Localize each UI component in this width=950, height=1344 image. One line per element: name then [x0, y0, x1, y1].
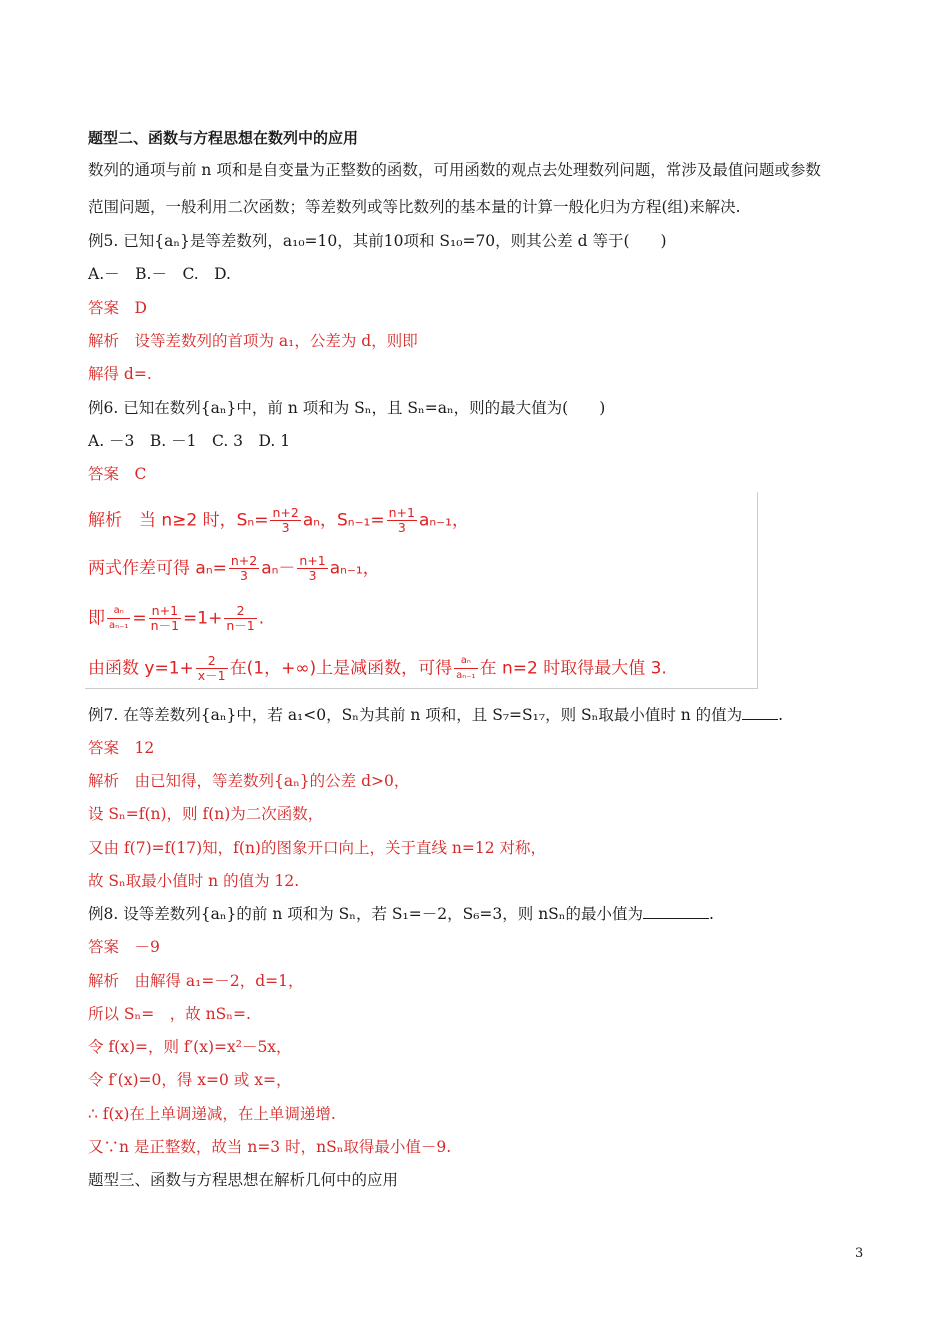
solution-line-3: 即 $\frac{\text{aₙ}}{\text{aₙ₋₁}}$ = $\frac{n+1}{n-1}$ =1+ $\frac{2}{n-1}$ .: [88, 603, 265, 633]
answer-blank: [643, 904, 709, 919]
example-8-question: 例8. 设等差数列{aₙ}的前 n 项和为 Sₙ，若 S₁=－2，S₆=3，则 nSₙ的最小值为 .: [88, 905, 714, 923]
intro-line-2: 范围问题，一般利用二次函数；等差数列或等比数列的基本量的计算一般化归为方程(组)来解决.: [88, 198, 741, 216]
example-5-question: 例5. 已知{aₙ}是等差数列，a₁₀=10，其前10项和 S₁₀=70，则其公差 d 等于( ): [88, 232, 667, 250]
example-7-analysis-4: 故 Sₙ取最小值时 n 的值为 12.: [88, 872, 300, 890]
solution-line-1: 解析 当 n≥2 时，Sₙ= $\frac{n+2}{3}$ aₙ，Sₙ₋₁= $\frac{n+1}{3}$ aₙ₋₁，: [88, 505, 469, 535]
section-heading: 题型二、函数与方程思想在数列中的应用: [88, 129, 359, 147]
example-8-analysis-3: 令 f(x)=，则 f′(x)=x²－5x，: [88, 1038, 292, 1056]
example-8-analysis-2: 所以 Sₙ= ，故 nSₙ=.: [88, 1005, 251, 1023]
page-number: 3: [855, 1246, 864, 1261]
solution-line-4: 由函数 y=1+ $\frac{2}{x-1}$ 在(1，+∞)上是减函数，可得 $\frac{\text{aₙ}}{\text{aₙ₋₁}}$ 在 n=2 时取得最大值 3.: [88, 653, 667, 683]
example-5-answer: 答案 D: [88, 299, 147, 317]
example-5-options: A.－ B.－ C. D.: [88, 265, 231, 283]
intro-line-1: 数列的通项与前 n 项和是自变量为正整数的函数，可用函数的观点去处理数列问题，常涉及最值问题或参数: [88, 161, 821, 179]
solution-line-2: 两式作差可得 aₙ= $\frac{n+2}{3}$ aₙ－ $\frac{n+1}{3}$ aₙ₋₁，: [88, 553, 380, 583]
solution-image-box: [85, 492, 758, 689]
next-section-heading: 题型三、函数与方程思想在解析几何中的应用: [88, 1171, 399, 1189]
answer-blank: [742, 705, 778, 720]
example-5-analysis-2: 解得 d=.: [88, 365, 152, 383]
example-8-analysis-5: ∴ f(x)在上单调递减，在上单调递增.: [88, 1105, 336, 1123]
example-6-answer: 答案 C: [88, 465, 147, 483]
example-6-question: 例6. 已知在数列{aₙ}中，前 n 项和为 Sₙ，且 Sₙ=aₙ，则的最大值为( ): [88, 399, 606, 417]
example-5-analysis-1: 解析 设等差数列的首项为 a₁，公差为 d，则即: [88, 332, 418, 350]
example-7-answer: 答案 12: [88, 739, 155, 757]
example-7-analysis-3: 又由 f(7)=f(17)知，f(n)的图象开口向上，关于直线 n=12 对称，: [88, 839, 547, 857]
example-8-analysis-1: 解析 由解得 a₁=－2，d=1，: [88, 972, 304, 990]
example-8-analysis-6: 又∵n 是正整数，故当 n=3 时，nSₙ取得最小值－9.: [88, 1138, 452, 1156]
example-7-question: 例7. 在等差数列{aₙ}中，若 a₁<0，Sₙ为其前 n 项和，且 S₇=S₁₇，则 Sₙ取最小值时 n 的值为 .: [88, 706, 784, 724]
example-6-options: A. －3 B. －1 C. 3 D. 1: [88, 432, 291, 450]
example-7-analysis-2: 设 Sₙ=f(n)，则 f(n)为二次函数，: [88, 805, 324, 823]
example-8-analysis-4: 令 f′(x)=0，得 x=0 或 x=，: [88, 1071, 292, 1089]
example-8-answer: 答案 －9: [88, 938, 160, 956]
example-7-analysis-1: 解析 由已知得，等差数列{aₙ}的公差 d>0，: [88, 772, 410, 790]
